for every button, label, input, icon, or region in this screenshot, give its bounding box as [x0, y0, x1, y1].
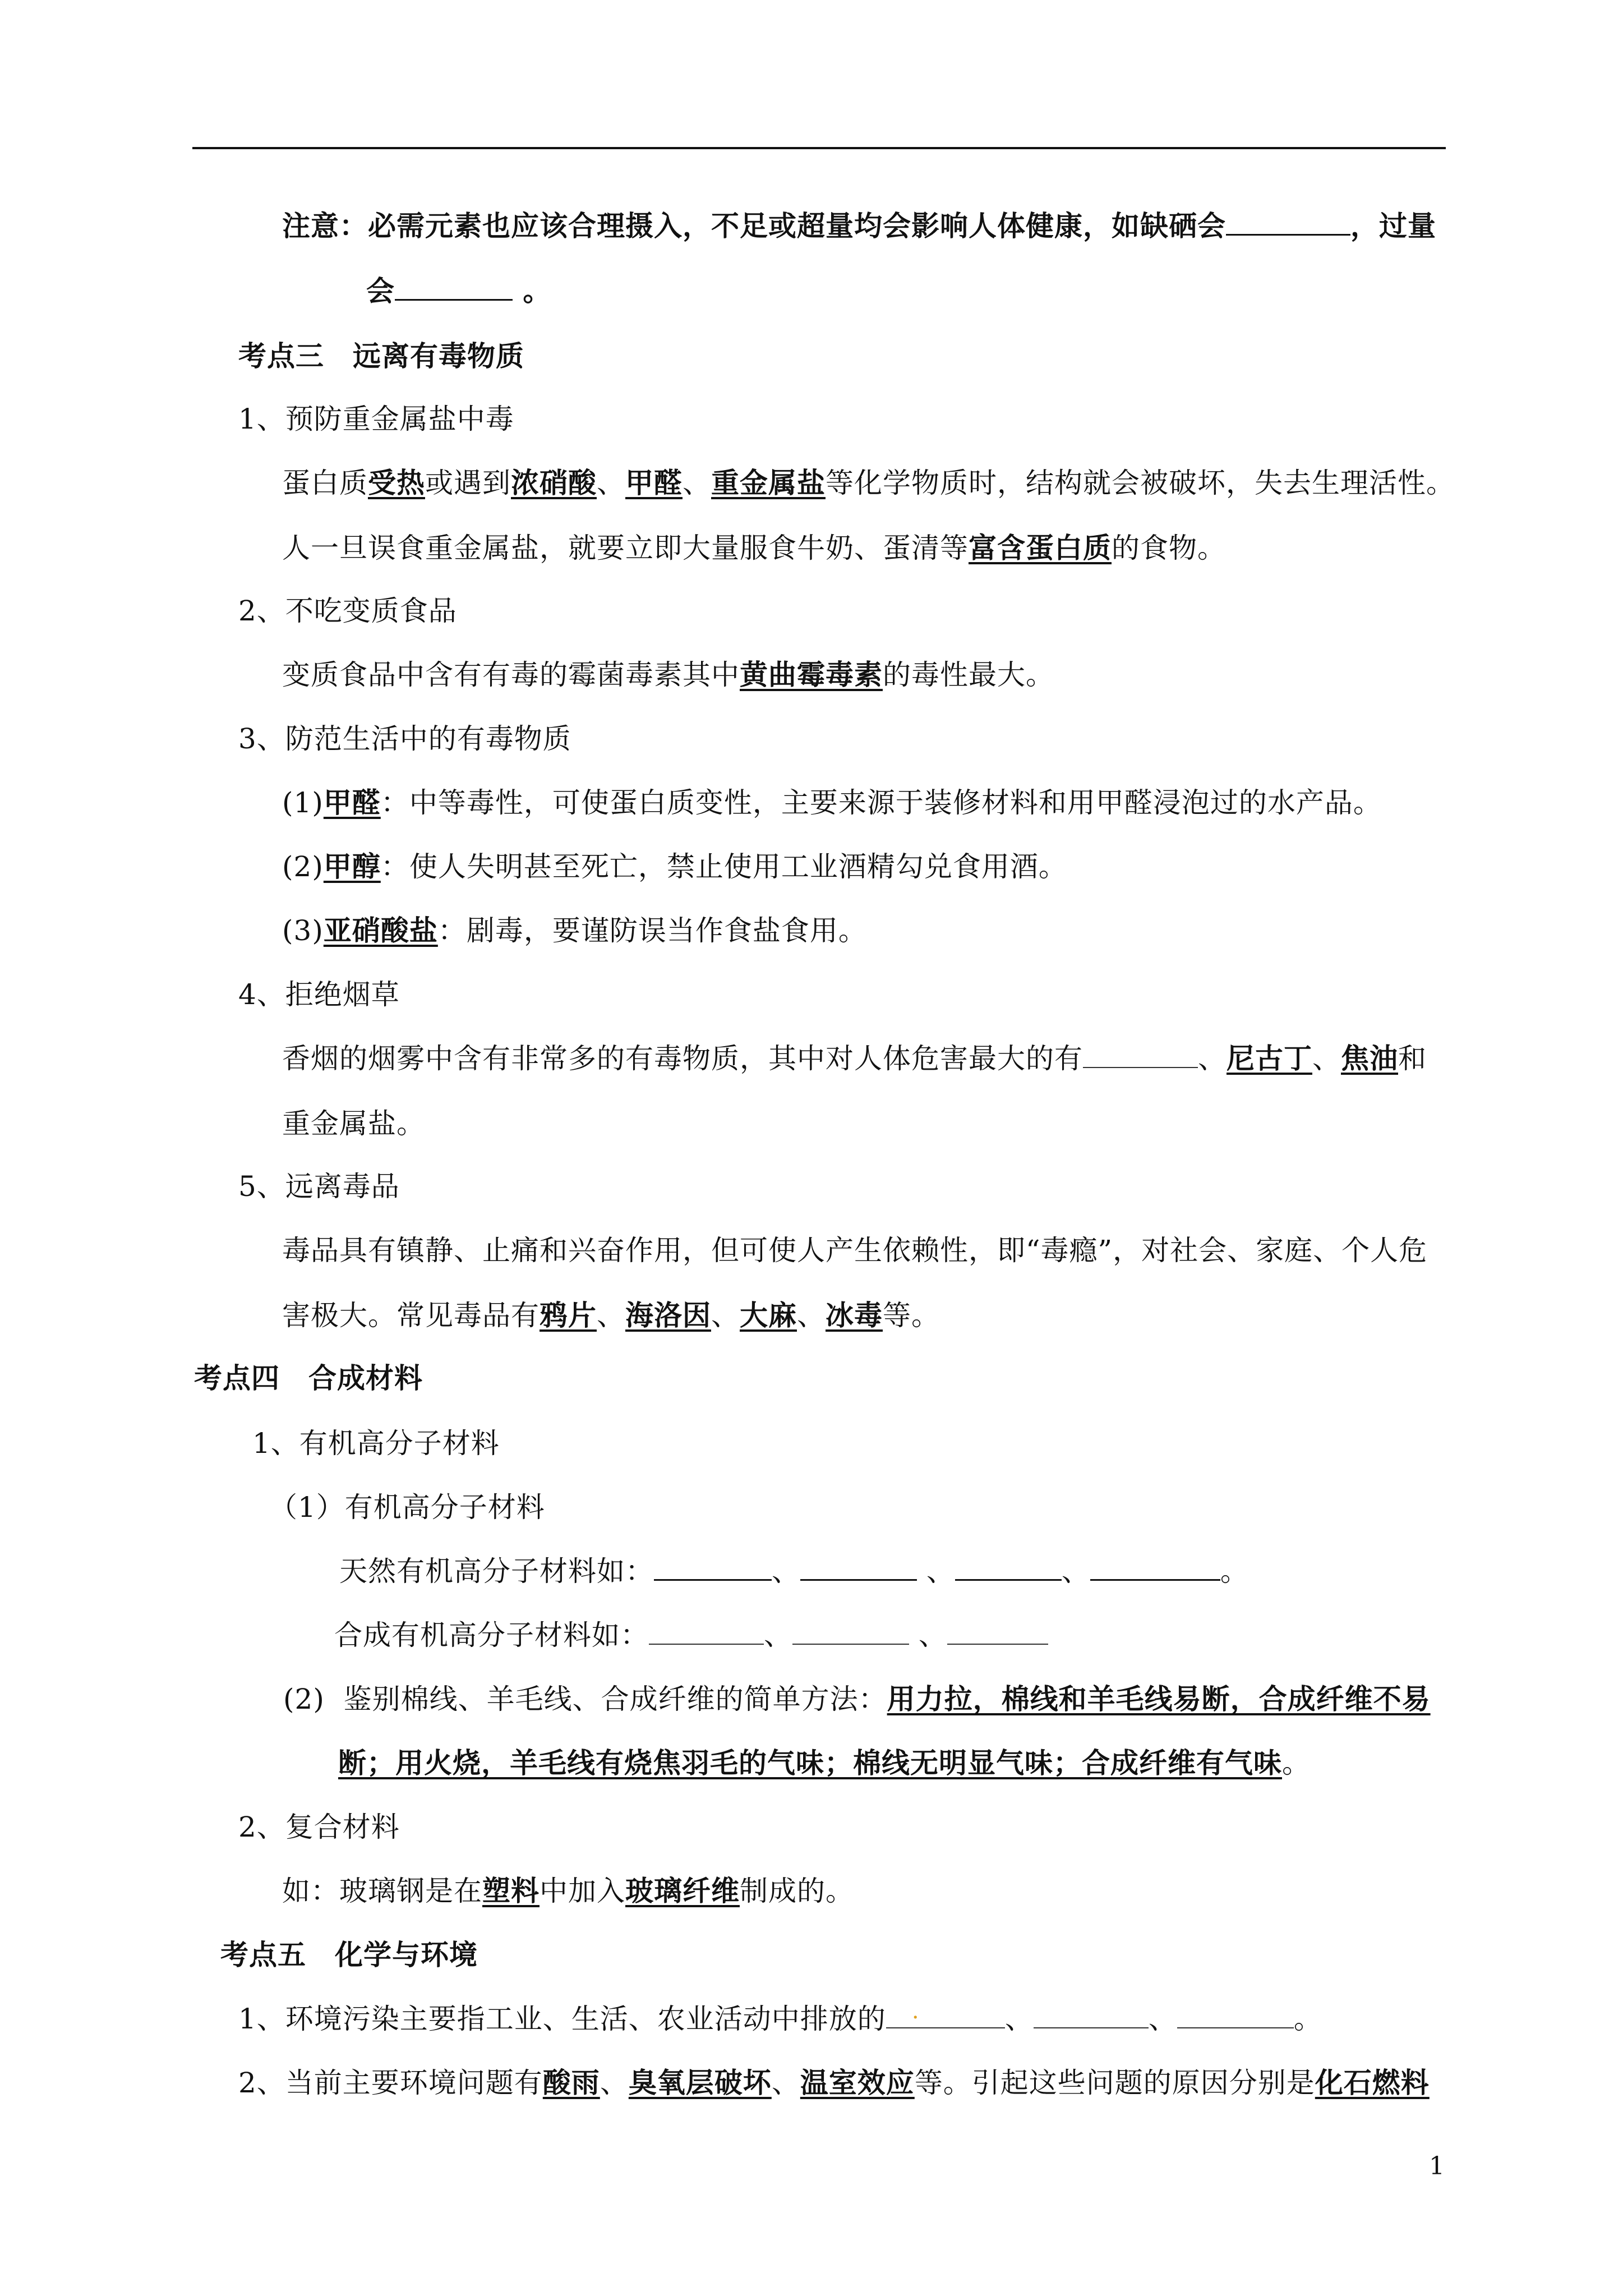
- note-text: 注意：必需元素也应该合理摄入，不足或超量均会影响人体健康，如缺硒会: [282, 209, 1226, 242]
- blank-selenium-excess: [395, 274, 513, 301]
- s4-natural-materials: 天然有机高分子材料如： 、 、 、 。: [339, 1555, 1249, 1588]
- s3-item1-para1: 蛋白质受热或遇到浓硝酸、甲醛、重金属盐等化学物质时，结构就会被破坏，失去生理活性。: [282, 466, 1455, 499]
- s4-item1-heading: 1、有机高分子材料: [252, 1427, 500, 1460]
- s5-line-1: 1、环境污染主要指工业、生活、农业活动中排放的 . 、 、 。: [238, 1998, 1322, 2035]
- key-term: 化石燃料: [1315, 2066, 1430, 2099]
- s3-item5-heading: 5、远离毒品: [238, 1170, 400, 1203]
- blank-harmful-substance: [1083, 1042, 1198, 1068]
- s3-item3-heading: 3、防范生活中的有毒物质: [238, 723, 571, 755]
- blank-natural-3: [955, 1554, 1062, 1581]
- key-term: 玻璃纤维: [625, 1874, 740, 1907]
- s3-item2-heading: 2、不吃变质食品: [238, 595, 457, 627]
- note-line: [282, 206, 1436, 246]
- key-term: 温室效应: [800, 2066, 915, 2099]
- key-term: 臭氧层破坏: [628, 2066, 772, 2099]
- key-term: 冰毒: [826, 1299, 883, 1332]
- s3-item1-heading: 1、预防重金属盐中毒: [238, 403, 514, 435]
- blank-synthetic-3: [947, 1619, 1048, 1645]
- key-term: 亚硝酸盐: [323, 914, 438, 947]
- section-3-title: 考点三 远离有毒物质: [238, 339, 524, 372]
- blank-pollutant-3: [1177, 2003, 1294, 2028]
- key-term: 受热: [368, 466, 425, 499]
- key-term: 重金属盐: [711, 466, 826, 499]
- note-mid: ，过量: [1350, 209, 1436, 242]
- key-term: 大麻: [740, 1299, 797, 1332]
- key-term: 富含蛋白质: [969, 531, 1112, 564]
- note-cont: 会: [366, 274, 395, 307]
- blank-natural-4: [1090, 1554, 1220, 1581]
- key-term: 浓硝酸: [511, 466, 597, 499]
- key-term: 用力拉，棉线和羊毛线易断，合成纤维不易: [887, 1682, 1431, 1715]
- s5-line-2: 2、当前主要环境问题有酸雨、臭氧层破坏、温室效应等。引起这些问题的原因分别是化石燃料: [238, 2066, 1430, 2099]
- blank-synthetic-2: [792, 1619, 909, 1645]
- s4-synthetic-materials: 合成有机高分子材料如： 、 、: [334, 1616, 1048, 1655]
- key-term: 尼古丁: [1227, 1042, 1312, 1075]
- blank-synthetic-1: [649, 1619, 764, 1645]
- key-term: 黄曲霉毒素: [740, 658, 883, 691]
- key-term: 海洛因: [625, 1299, 711, 1332]
- section-5-title: 考点五 化学与环境: [220, 1938, 478, 1971]
- s3-item4-para2: 重金属盐。: [282, 1107, 425, 1140]
- blank-selenium-deficiency: [1226, 209, 1350, 236]
- s3-item1-para2: 人一旦误食重金属盐，就要立即大量服食牛奶、蛋清等富含蛋白质的食物。: [282, 531, 1226, 564]
- key-term: 甲醛: [323, 786, 381, 819]
- s3-item3-sub3: (3)亚硝酸盐：剧毒，要谨防误当作食盐食用。: [282, 914, 867, 947]
- key-term: 甲醛: [625, 466, 683, 499]
- s3-item3-sub2: (2)甲醇：使人失明甚至死亡，禁止使用工业酒精勾兑食用酒。: [282, 850, 1067, 883]
- s4-item2-para: 如：玻璃钢是在塑料中加入玻璃纤维制成的。: [282, 1874, 854, 1907]
- blank-pollutant-2: [1034, 2003, 1149, 2028]
- s3-item4-heading: 4、拒绝烟草: [238, 978, 400, 1011]
- blank-pollutant-1: .: [886, 2003, 1005, 2028]
- section-4-title: 考点四 合成材料: [194, 1361, 423, 1395]
- s3-item5-para1: 毒品具有镇静、止痛和兴奋作用，但可使人产生依赖性，即“毒瘾”，对社会、家庭、个人危: [282, 1234, 1428, 1267]
- blank-natural-1: [654, 1554, 772, 1581]
- s4-item2-heading: 2、复合材料: [238, 1811, 400, 1843]
- s3-item5-para2: 害极大。常见毒品有鸦片、海洛因、大麻、冰毒等。: [282, 1299, 940, 1332]
- s3-item2-para: 变质食品中含有有毒的霉菌毒素其中黄曲霉毒素的毒性最大。: [282, 658, 1054, 691]
- key-term: 鸦片: [540, 1299, 597, 1332]
- page-number: 1: [1429, 2152, 1445, 2180]
- key-term: 断；用火烧，羊毛线有烧焦羽毛的气味；棉线无明显气味；合成纤维有气味: [338, 1746, 1282, 1779]
- note-line-2: [366, 272, 551, 311]
- key-term: 焦油: [1341, 1042, 1398, 1075]
- s4-item1-sub2: (2) 鉴别棉线、羊毛线、合成纤维的简单方法：用力拉，棉线和羊毛线易断，合成纤维不易: [283, 1682, 1431, 1715]
- key-term: 甲醇: [323, 850, 381, 883]
- header-rule: [192, 147, 1446, 149]
- s4-item1-sub2-cont: 断；用火烧，羊毛线有烧焦羽毛的气味；棉线无明显气味；合成纤维有气味。: [338, 1746, 1311, 1779]
- note-end: 。: [513, 274, 552, 307]
- blank-natural-2: [800, 1554, 917, 1581]
- s3-item3-sub1: (1)甲醛：中等毒性，可使蛋白质变性，主要来源于装修材料和用甲醛浸泡过的水产品。: [282, 786, 1382, 819]
- s3-item4-para1: 香烟的烟雾中含有非常多的有毒物质，其中对人体危害最大的有 、尼古丁、焦油和: [282, 1042, 1427, 1075]
- s4-item1-sub1: （1）有机高分子材料: [269, 1491, 545, 1524]
- key-term: 塑料: [482, 1874, 540, 1907]
- key-term: 酸雨: [542, 2066, 600, 2099]
